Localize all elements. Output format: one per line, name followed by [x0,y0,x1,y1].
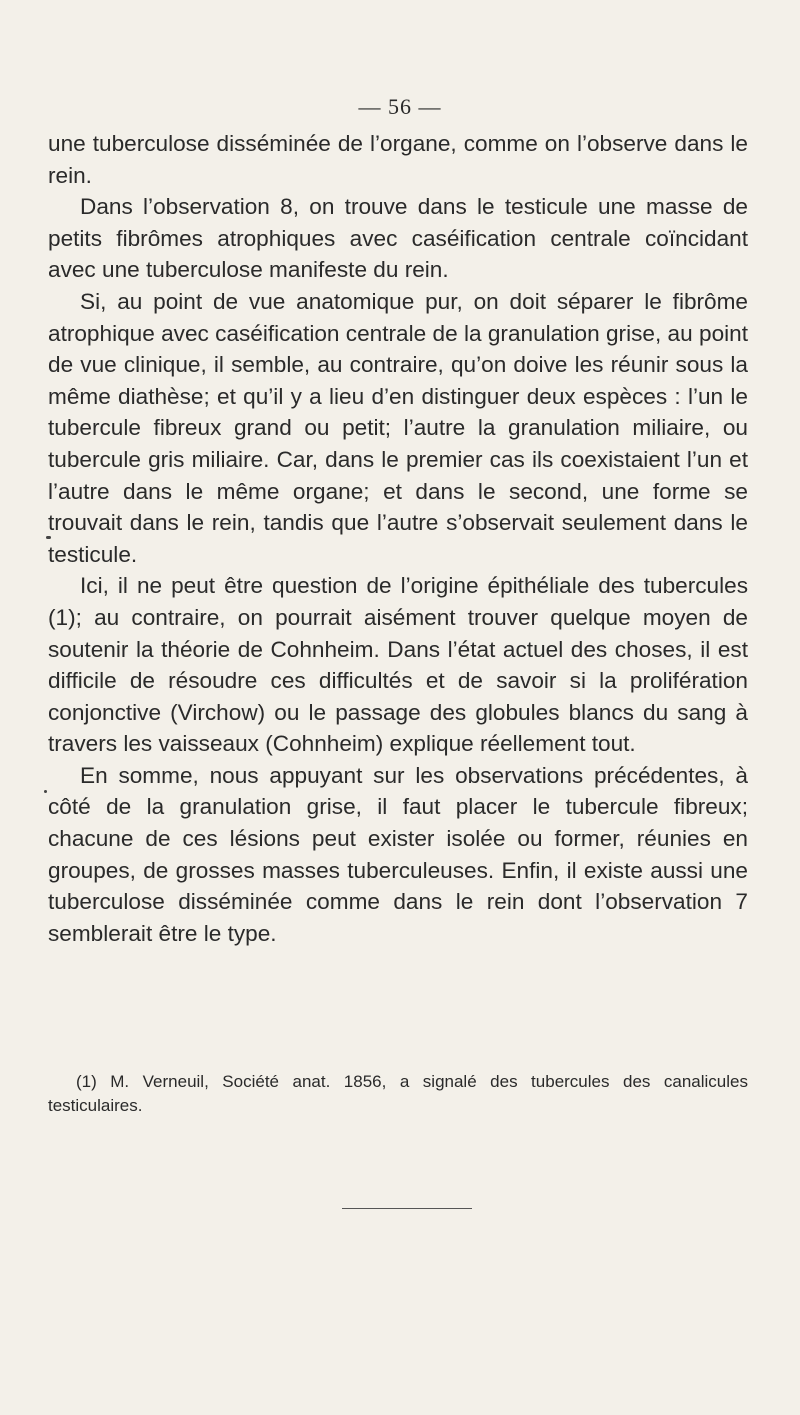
footnote-text: (1) M. Verneuil, Société anat. 1856, a signalé des tubercules des canalicules testiculaires. [48,1072,748,1115]
page-number: — 56 — [358,94,442,119]
paragraph-2: Dans l’observation 8, on trouve dans le testicule une masse de petits fibrômes atrophiques avec caséification centrale coïncidant avec une tuberculose manifeste du rein. [48,194,748,283]
footnote [48,1070,748,1118]
paragraph-1: une tuberculose disséminée de l’organe, comme on l’observe dans le rein. [48,131,748,188]
paragraph-4: Ici, il ne peut être question de l’origine épithéliale des tubercules (1); au contraire, on pourrait aisément trouver quelque moyen de soutenir la théorie de Cohnheim. Dans l’état actuel des choses, il est difficile de résoudre ces difficultés et de savoir si la prolifération conjonctive (Virchow) ou le passage des globules blancs du sang à travers les vaisseaux (Cohnheim) explique réellement tout. [48,573,748,757]
margin-ink-mark [46,536,51,539]
margin-ink-dot [44,790,47,793]
body-text [48,128,748,949]
paragraph-5: En somme, nous appuyant sur les observations précédentes, à côté de la granulation grise, il faut placer le tubercule fibreux; chacune de ces lésions peut exister isolée ou former, réunies en groupes, de grosses masses tuberculeuses. Enfin, il existe aussi une tuberculose disséminée comme dans le rein dont l’observation 7 semblerait être le type. [48,762,748,946]
paragraph-3: Si, au point de vue anatomique pur, on doit séparer le fibrôme atrophique avec caséification centrale de la granulation grise, au point de vue clinique, il semble, au contraire, qu’on doive les réunir sous la même diathèse; et qu’il y a lieu d’en distinguer deux espèces : l’un le tubercule fibreux grand ou petit; l’autre la granulation miliaire, ou tubercule gris miliaire. Car, dans le premier cas ils coexistaient l’un et l’autre dans le même organe; et dans le second, une forme se trouvait dans le rein, tandis que l’autre s’observait seulement dans le testicule. [48,288,748,567]
footnote-separator-rule [342,1208,472,1209]
